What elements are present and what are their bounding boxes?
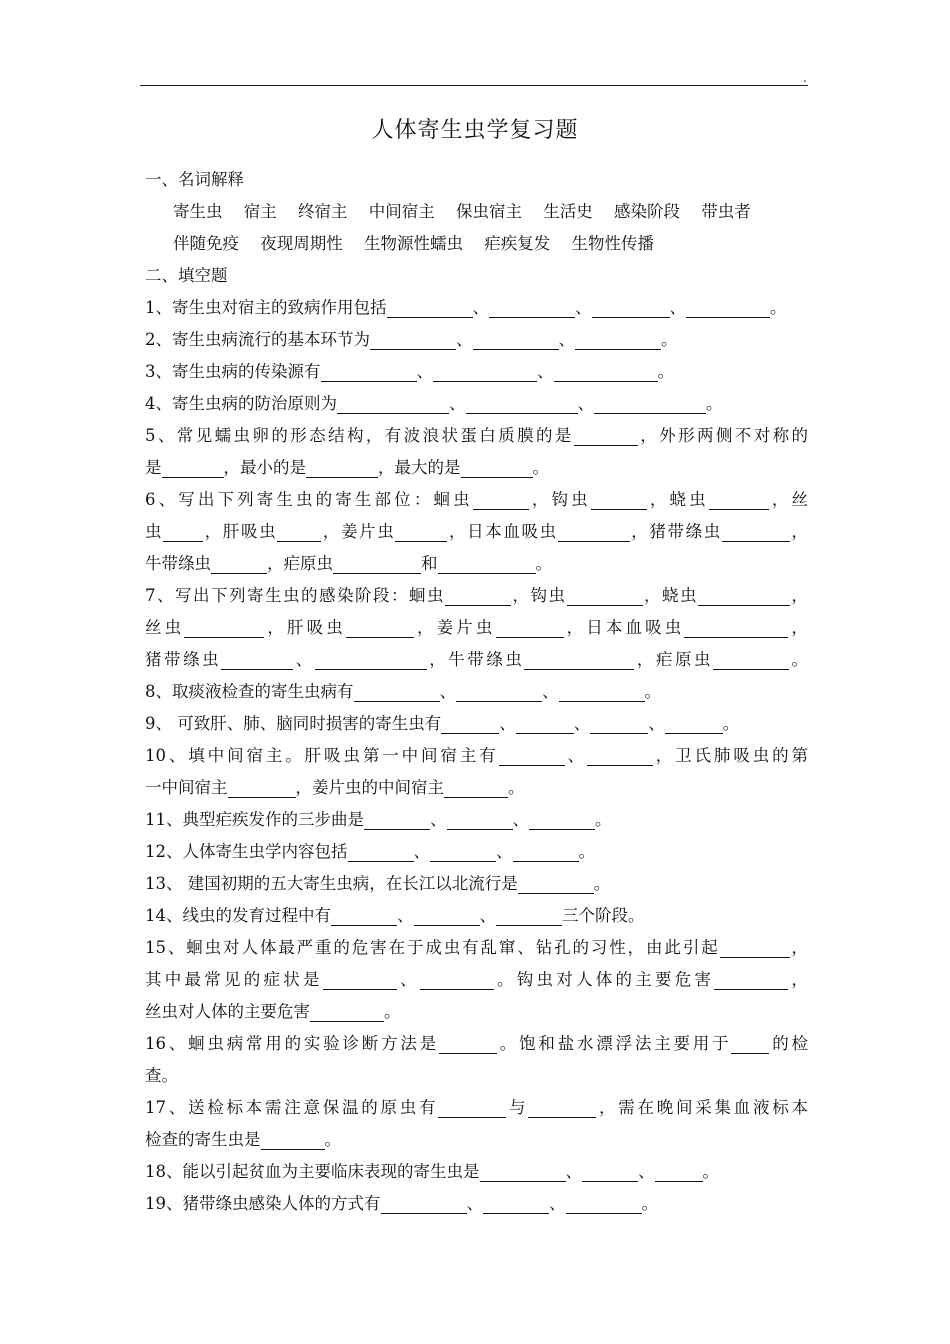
separator: 、 — [396, 970, 420, 989]
question-10-line-2 — [145, 772, 808, 804]
separator: 、 — [496, 842, 513, 861]
separator: 。 — [593, 874, 611, 893]
answer-blank[interactable] — [590, 713, 648, 734]
page-title: 人体寄生虫学复习题 — [371, 118, 579, 143]
answer-blank[interactable] — [447, 809, 513, 830]
question-16-line-2 — [145, 1060, 808, 1092]
answer-blank[interactable] — [731, 1033, 769, 1054]
separator: 。 — [578, 842, 595, 861]
document-body — [145, 164, 808, 1220]
question-17-line-1 — [145, 1092, 808, 1124]
question-7-line-3 — [145, 644, 808, 676]
answer-blank[interactable] — [686, 297, 770, 318]
question-15-line-2 — [145, 964, 808, 996]
answer-blank[interactable] — [306, 457, 378, 478]
question-text: ，需在晚间采集血液标本 — [596, 1098, 808, 1117]
answer-blank[interactable] — [566, 1193, 642, 1214]
answer-blank[interactable] — [489, 297, 575, 318]
term: 终宿主 — [298, 202, 348, 221]
header-mark: . — [803, 71, 807, 85]
answer-blank[interactable] — [496, 617, 564, 638]
answer-blank[interactable] — [310, 1001, 384, 1022]
separator: 、 — [479, 906, 496, 925]
term-list-row-1 — [145, 196, 808, 228]
question-text: 检查的寄生虫是 — [145, 1130, 261, 1149]
answer-blank[interactable] — [163, 521, 203, 542]
answer-blank[interactable] — [433, 361, 537, 382]
term: 生物源性蠕虫 — [364, 234, 463, 253]
question-text: 。钩虫对人体的主要危害 — [493, 970, 715, 989]
question-text: 1、寄生虫对宿主的致病作用包括 — [145, 298, 387, 317]
answer-blank[interactable] — [381, 1193, 467, 1214]
answer-blank[interactable] — [430, 841, 496, 862]
separator: 、 — [648, 714, 665, 733]
question-6-line-1 — [145, 484, 808, 516]
answer-blank[interactable] — [591, 489, 647, 510]
question-8 — [145, 676, 808, 708]
question-text: ，日本血吸虫 — [563, 618, 685, 637]
separator: 、 — [564, 746, 587, 765]
separator: 、 — [416, 362, 433, 381]
section-heading: 二、填空题 — [145, 266, 228, 285]
question-text: ， — [789, 938, 808, 957]
question-1 — [145, 292, 808, 324]
answer-blank[interactable] — [414, 905, 480, 926]
separator: 、 — [573, 714, 591, 733]
question-text: 。饱和盐水漂浮法主要用于 — [497, 1034, 732, 1053]
separator: 、 — [512, 810, 529, 829]
answer-blank[interactable] — [582, 1161, 638, 1182]
separator: 、 — [449, 394, 466, 413]
question-text: 18、能以引起贫血为主要临床表现的寄生虫是 — [145, 1162, 480, 1181]
question-text: ，牛带绦虫 — [426, 650, 525, 669]
question-3 — [145, 356, 808, 388]
term: 生活史 — [543, 202, 593, 221]
answer-blank[interactable] — [466, 393, 578, 414]
question-text: ， — [788, 618, 808, 637]
question-text: 10、填中间宿主。肝吸虫第一中间宿主有 — [145, 746, 499, 765]
separator: 。 — [595, 810, 612, 829]
separator: 、 — [638, 1162, 655, 1181]
answer-blank[interactable] — [444, 777, 508, 798]
question-6-line-3 — [145, 548, 808, 580]
question-text: 12、人体寄生虫学内容包括 — [145, 842, 348, 861]
answer-blank[interactable] — [439, 1033, 497, 1054]
question-text: ，最大的是 — [378, 458, 461, 477]
separator: 。 — [384, 1002, 401, 1021]
question-5-line-1 — [145, 420, 808, 452]
term: 宿主 — [243, 202, 277, 221]
question-12 — [145, 836, 808, 868]
answer-blank[interactable] — [438, 553, 536, 574]
separator: 。 — [508, 778, 525, 797]
question-7-line-1 — [145, 580, 808, 612]
question-13 — [145, 868, 808, 900]
separator: 、 — [439, 682, 456, 701]
question-19 — [145, 1188, 808, 1220]
question-text: 猪带绦虫 — [145, 650, 222, 669]
question-text: 19、猪带绦虫感染人体的方式有 — [145, 1194, 381, 1213]
answer-blank[interactable] — [346, 617, 414, 638]
question-17-line-2 — [145, 1124, 808, 1156]
question-text: 2、寄生虫病流行的基本环节为 — [145, 330, 370, 349]
question-text: 7、写出下列寄生虫的感染阶段：蛔虫 — [145, 586, 445, 605]
question-text: 13、 建国初期的五大寄生虫病，在长江以北流行是 — [145, 874, 518, 893]
term: 中间宿主 — [368, 202, 435, 221]
question-text: 一中间宿主 — [145, 778, 228, 797]
question-text: ，姜片虫 — [413, 618, 496, 637]
answer-blank[interactable] — [184, 617, 264, 638]
question-text: ，钩虫 — [511, 586, 567, 605]
answer-blank[interactable] — [709, 489, 769, 510]
question-text: ， — [789, 522, 809, 541]
separator: 。 — [532, 458, 549, 477]
question-text: ，蛲虫 — [646, 490, 709, 509]
question-4 — [145, 388, 808, 420]
answer-blank[interactable] — [261, 1129, 325, 1150]
question-10-line-1 — [145, 740, 808, 772]
question-text: 16、蛔虫病常用的实验诊断方法是 — [145, 1034, 439, 1053]
separator: 、 — [466, 1194, 483, 1213]
question-5-line-2 — [145, 452, 808, 484]
answer-blank[interactable] — [348, 841, 414, 862]
answer-blank[interactable] — [331, 905, 397, 926]
answer-blank[interactable] — [337, 393, 449, 414]
answer-blank[interactable] — [162, 457, 224, 478]
answer-blank[interactable] — [370, 329, 456, 350]
question-9 — [145, 708, 808, 740]
question-text: 丝虫对人体的主要危害 — [145, 1002, 310, 1021]
answer-blank[interactable] — [496, 905, 562, 926]
question-text: 的检 — [769, 1034, 809, 1053]
answer-blank[interactable] — [445, 585, 511, 606]
separator: 。 — [535, 554, 552, 573]
answer-blank[interactable] — [713, 649, 789, 670]
answer-blank[interactable] — [420, 969, 494, 990]
answer-blank[interactable] — [528, 1097, 596, 1118]
answer-blank[interactable] — [558, 521, 630, 542]
question-text: ，钩虫 — [528, 490, 591, 509]
separator: 、 — [413, 842, 430, 861]
question-7-line-2 — [145, 612, 808, 644]
separator: 。 — [644, 682, 661, 701]
question-text: 与 — [506, 1098, 529, 1117]
answer-blank[interactable] — [594, 393, 706, 414]
term: 生物性传播 — [571, 234, 654, 253]
question-14 — [145, 900, 808, 932]
answer-blank[interactable] — [516, 713, 574, 734]
term: 保虫宿主 — [456, 202, 522, 221]
answer-blank[interactable] — [228, 777, 296, 798]
separator: 、 — [577, 394, 594, 413]
answer-blank[interactable] — [698, 585, 790, 606]
separator: 、 — [430, 810, 447, 829]
term: 疟疾复发 — [484, 234, 551, 253]
separator: 。 — [789, 650, 809, 669]
answer-blank[interactable] — [321, 361, 417, 382]
answer-blank[interactable] — [323, 969, 397, 990]
separator: 、 — [542, 682, 559, 701]
separator: 。 — [657, 362, 674, 381]
answer-blank[interactable] — [592, 297, 670, 318]
term: 伴随免疫 — [173, 234, 239, 253]
question-16-line-1 — [145, 1028, 808, 1060]
question-text: ，疟原虫 — [267, 554, 333, 573]
question-text: 牛带绦虫 — [145, 554, 211, 573]
question-text: 丝虫 — [145, 618, 185, 637]
separator: 、 — [456, 330, 473, 349]
question-text: ，卫氏肺吸虫的第 — [652, 746, 809, 765]
answer-blank[interactable] — [513, 841, 579, 862]
question-18 — [145, 1156, 808, 1188]
answer-blank[interactable] — [441, 713, 499, 734]
question-text: 6、写出下列寄生虫的寄生部位：蛔虫 — [145, 490, 473, 509]
answer-blank[interactable] — [277, 521, 321, 542]
section-heading: 一、名词解释 — [145, 170, 244, 189]
question-text: ， — [788, 970, 808, 989]
answer-blank[interactable] — [364, 809, 430, 830]
separator: 、 — [669, 298, 686, 317]
answer-blank[interactable] — [333, 553, 421, 574]
separator: 。 — [324, 1130, 341, 1149]
answer-blank[interactable] — [354, 681, 440, 702]
answer-blank[interactable] — [714, 969, 788, 990]
answer-blank[interactable] — [529, 809, 595, 830]
answer-blank[interactable] — [665, 713, 723, 734]
header-rule — [140, 85, 808, 86]
answer-blank[interactable] — [438, 1097, 506, 1118]
question-text: ，蛲虫 — [642, 586, 698, 605]
answer-blank[interactable] — [221, 649, 293, 670]
answer-blank[interactable] — [483, 1193, 549, 1214]
answer-blank[interactable] — [395, 521, 447, 542]
question-text: 8、取痰液检查的寄生虫病有 — [145, 682, 354, 701]
separator: 。 — [706, 394, 723, 413]
answer-blank[interactable] — [473, 489, 529, 510]
question-text: ，姜片虫 — [321, 522, 396, 541]
answer-blank[interactable] — [684, 617, 788, 638]
answer-blank[interactable] — [524, 649, 634, 670]
question-text: ，疟原虫 — [634, 650, 713, 669]
separator: 、 — [397, 906, 414, 925]
answer-blank[interactable] — [720, 937, 790, 958]
question-text: 5、常见蠕虫卵的形态结构，有波浪状蛋白质膜的是 — [145, 426, 574, 445]
separator: 、 — [293, 650, 315, 669]
question-6-line-2 — [145, 516, 808, 548]
question-text: 15、蛔虫对人体最严重的危害在于成虫有乱窜、钻孔的习性，由此引起 — [145, 938, 720, 957]
question-text: 三个阶段。 — [562, 906, 645, 925]
question-text: ，日本血吸虫 — [447, 522, 558, 541]
question-2 — [145, 324, 808, 356]
separator: 、 — [499, 714, 516, 733]
answer-blank[interactable] — [456, 681, 542, 702]
question-text: 其中最常见的症状是 — [145, 970, 323, 989]
question-text: 11、典型疟疾发作的三步曲是 — [145, 810, 364, 829]
separator: 、 — [575, 298, 592, 317]
answer-blank[interactable] — [575, 329, 661, 350]
question-15-line-1 — [145, 932, 808, 964]
question-text: ，猪带绦虫 — [629, 522, 722, 541]
question-text: 是 — [145, 458, 162, 477]
answer-blank[interactable] — [387, 297, 473, 318]
answer-blank[interactable] — [655, 1161, 703, 1182]
separator: 。 — [770, 298, 787, 317]
answer-blank[interactable] — [461, 457, 533, 478]
term: 寄生虫 — [173, 202, 223, 221]
separator: 、 — [549, 1194, 566, 1213]
term: 带虫者 — [701, 202, 751, 221]
answer-blank[interactable] — [559, 681, 645, 702]
separator: 。 — [722, 714, 740, 733]
separator: 、 — [565, 1162, 582, 1181]
question-text: ，肝吸虫 — [203, 522, 278, 541]
answer-blank[interactable] — [554, 361, 658, 382]
separator: 、 — [537, 362, 554, 381]
question-text: 虫 — [145, 522, 164, 541]
answer-blank[interactable] — [473, 329, 559, 350]
question-text: ，姜片虫的中间宿主 — [295, 778, 444, 797]
separator: 、 — [472, 298, 489, 317]
separator: 。 — [702, 1162, 719, 1181]
question-text: 9、 可致肝、肺、脑同时损害的寄生虫有 — [145, 714, 442, 733]
answer-blank[interactable] — [315, 649, 427, 670]
answer-blank[interactable] — [211, 553, 267, 574]
answer-blank[interactable] — [518, 873, 594, 894]
answer-blank[interactable] — [722, 521, 790, 542]
term-list-row-2 — [145, 228, 808, 260]
question-15-line-3 — [145, 996, 808, 1028]
question-text: 4、寄生虫病的防治原则为 — [145, 394, 337, 413]
question-text: ，丝 — [768, 490, 809, 509]
answer-blank[interactable] — [574, 425, 638, 446]
question-text: ， — [790, 586, 808, 605]
question-text: ，最小的是 — [223, 458, 306, 477]
term: 夜现周期性 — [260, 234, 343, 253]
answer-blank[interactable] — [480, 1161, 566, 1182]
question-text: 查。 — [145, 1066, 178, 1085]
question-text: ，外形两侧不对称的 — [637, 426, 808, 445]
question-11 — [145, 804, 808, 836]
answer-blank[interactable] — [499, 745, 565, 766]
answer-blank[interactable] — [587, 745, 653, 766]
answer-blank[interactable] — [567, 585, 643, 606]
separator: 。 — [661, 330, 678, 349]
question-text: 和 — [421, 554, 438, 573]
question-text: 3、寄生虫病的传染源有 — [145, 362, 321, 381]
question-text: 14、线虫的发育过程中有 — [145, 906, 331, 925]
question-text: 17、送检标本需注意保温的原虫有 — [145, 1098, 439, 1117]
question-text: ，肝吸虫 — [264, 618, 346, 637]
separator: 。 — [641, 1194, 658, 1213]
separator: 、 — [558, 330, 575, 349]
term: 感染阶段 — [614, 202, 680, 221]
